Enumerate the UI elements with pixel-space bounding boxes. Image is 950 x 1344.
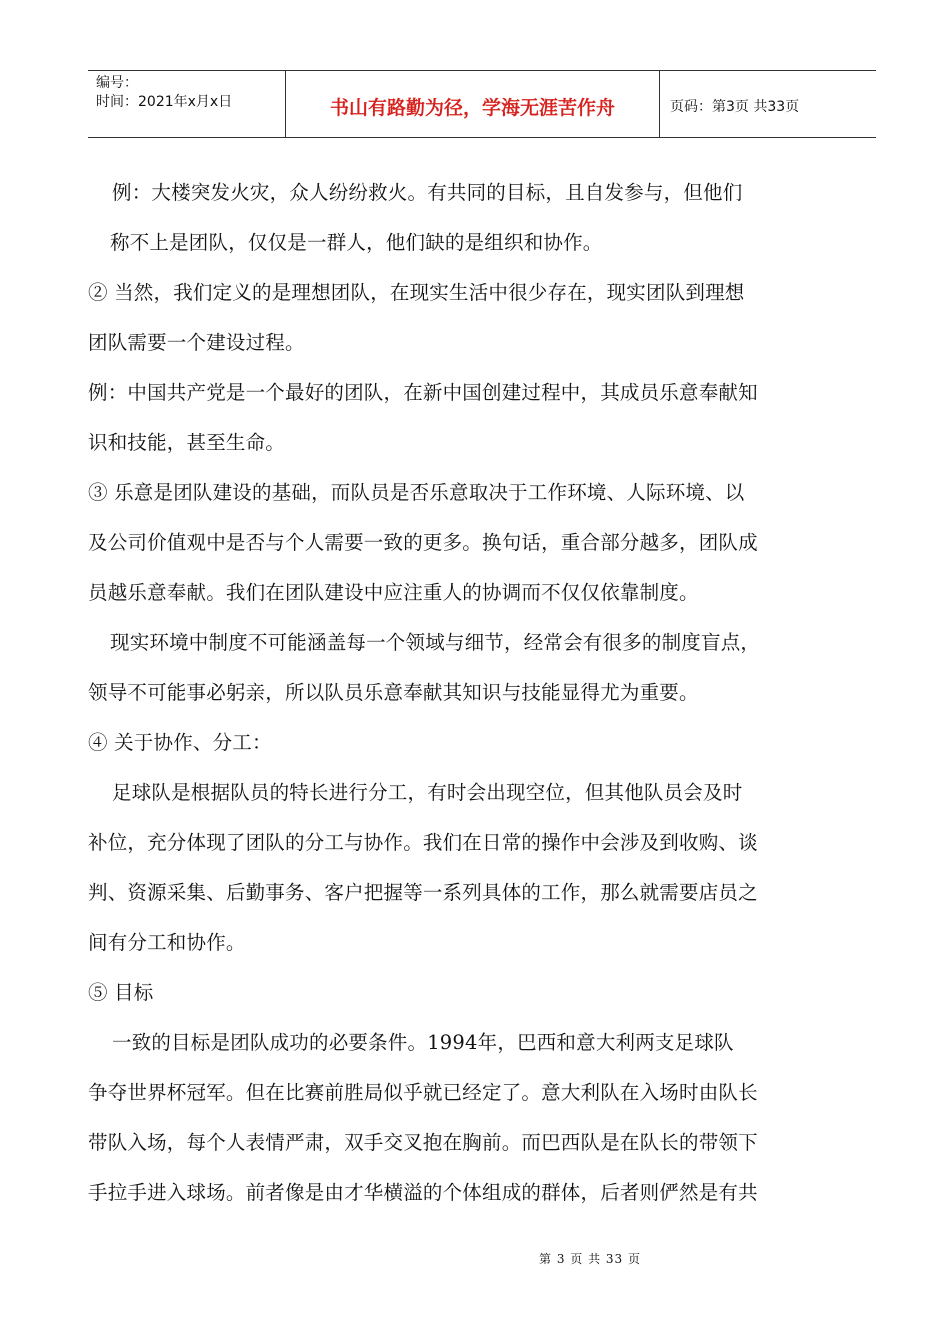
header-motto: 书山有路勤为径，学海无涯苦作舟: [286, 71, 660, 137]
header-meta: [88, 71, 286, 137]
text-line: 争夺世界杯冠军。但在比赛前胜局似乎就已经定了。意大利队在入场时由队长: [88, 1081, 758, 1104]
header-page-number: 页码：第3页 共33页: [670, 99, 800, 115]
text-line: 称不上是团队，仅仅是一群人，他们缺的是组织和协作。: [110, 231, 603, 254]
text-line: 现实环境中制度不可能涵盖每一个领域与细节，经常会有很多的制度盲点，: [110, 631, 761, 654]
text-line: 例：大楼突发火灾，众人纷纷救火。有共同的目标，且自发参与，但他们: [112, 181, 743, 204]
text-line: 例：中国共产党是一个最好的团队，在新中国创建过程中，其成员乐意奉献知: [88, 381, 758, 404]
document-number-label: 编号：: [96, 75, 138, 91]
text-line: 带队入场，每个人表情严肃，双手交叉抱在胸前。而巴西队是在队长的带领下: [88, 1131, 758, 1154]
text-line: ④ 关于协作、分工：: [88, 731, 272, 754]
text-line: 手拉手进入球场。前者像是由才华横溢的个体组成的群体，后者则俨然是有共: [88, 1181, 758, 1204]
document-time-label: 时间：2021年x月x日: [96, 94, 233, 110]
text-line: 及公司价值观中是否与个人需要一致的更多。换句话，重合部分越多，团队成: [88, 531, 758, 554]
document-body: [88, 168, 878, 1218]
text-line: 判、资源采集、后勤事务、客户把握等一系列具体的工作，那么就需要店员之: [88, 881, 758, 904]
text-line: ③ 乐意是团队建设的基础，而队员是否乐意取决于工作环境、人际环境、以: [88, 481, 745, 504]
page-footer: 第 3 页 共 33 页: [539, 1252, 641, 1266]
text-line: 员越乐意奉献。我们在团队建设中应注重人的协调而不仅仅依靠制度。: [88, 581, 699, 604]
page-header: [88, 70, 876, 138]
text-line: ⑤ 目标: [88, 981, 154, 1004]
text-line: ② 当然，我们定义的是理想团队，在现实生活中很少存在，现实团队到理想: [88, 281, 745, 304]
text-line: 间有分工和协作。: [88, 931, 246, 954]
text-line: 识和技能，甚至生命。: [88, 431, 286, 454]
text-line: 补位，充分体现了团队的分工与协作。我们在日常的操作中会涉及到收购、谈: [88, 831, 758, 854]
text-line: 团队需要一个建设过程。: [88, 331, 305, 354]
text-line: 足球队是根据队员的特长进行分工，有时会出现空位，但其他队员会及时: [112, 781, 743, 804]
text-line: 领导不可能事必躬亲，所以队员乐意奉献其知识与技能显得尤为重要。: [88, 681, 699, 704]
text-line: 一致的目标是团队成功的必要条件。1994年，巴西和意大利两支足球队: [112, 1031, 734, 1054]
